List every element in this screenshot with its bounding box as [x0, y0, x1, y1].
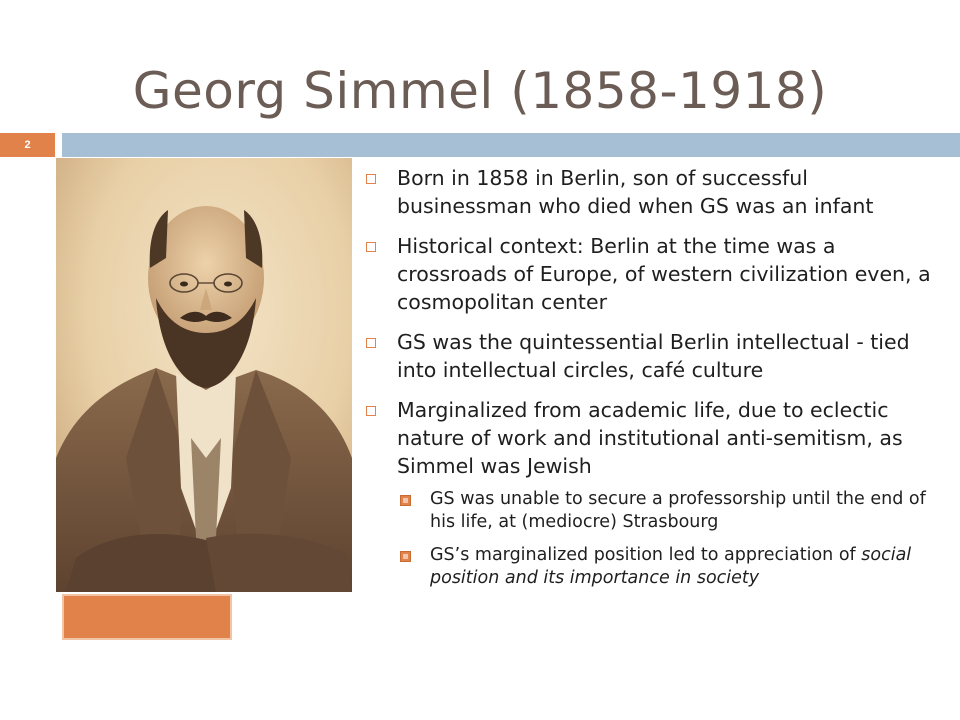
portrait-photo	[56, 158, 352, 592]
hollow-square-bullet-icon	[366, 406, 376, 416]
hollow-square-bullet-icon	[366, 338, 376, 348]
sub-bullet-item	[362, 488, 942, 534]
sub-bullet-text: GS’s marginalized position led to appreciation of	[430, 545, 862, 565]
slide-content	[362, 164, 942, 600]
bullet-text: GS was the quintessential Berlin intellectual - tied into intellectual circles, café culture	[397, 330, 910, 382]
sub-bullet-item	[362, 544, 942, 590]
filled-square-bullet-icon	[400, 495, 411, 506]
bullet-item	[362, 164, 942, 220]
hollow-square-bullet-icon	[366, 174, 376, 184]
sub-bullet-emphasis: social position and its importance in society	[430, 545, 912, 588]
slide-title: Georg Simmel (1858-1918)	[132, 62, 828, 120]
sub-bullet-text: GS was unable to secure a professorship until the end of his life, at (mediocre) Strasbourg	[430, 489, 926, 532]
bullet-item	[362, 232, 942, 316]
orange-caption-box	[62, 594, 232, 640]
bullet-item	[362, 328, 942, 384]
hollow-square-bullet-icon	[366, 242, 376, 252]
bullet-text: Marginalized from academic life, due to eclectic nature of work and institutional anti-semitism, as Simmel was Jewish	[397, 398, 903, 478]
bullet-text: Historical context: Berlin at the time was a crossroads of Europe, of western civilization even, a cosmopolitan center	[397, 234, 931, 314]
title-accent-bar	[62, 133, 960, 157]
filled-square-bullet-icon	[400, 551, 411, 562]
bullet-item	[362, 396, 942, 480]
bullet-text: Born in 1858 in Berlin, son of successful businessman who died when GS was an infant	[397, 166, 874, 218]
slide-number: 2	[0, 133, 55, 157]
